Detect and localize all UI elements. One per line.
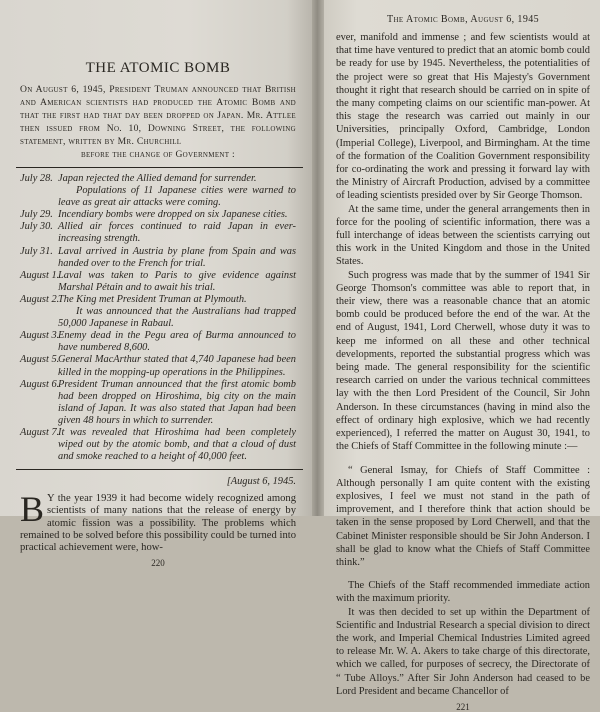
timeline-entry bbox=[20, 379, 296, 427]
timeline bbox=[20, 173, 296, 463]
timeline-date: July 29. bbox=[20, 209, 53, 221]
page-number: 221 bbox=[456, 701, 470, 712]
timeline-entry bbox=[20, 173, 296, 209]
timeline-date: August 2. bbox=[20, 293, 60, 305]
timeline-text: Allied air forces continued to raid Japan in ever-increasing strength. bbox=[58, 221, 296, 245]
body-paragraph bbox=[20, 489, 296, 554]
timeline-text: Laval was taken to Paris to give evidence against Marshal Pétain and to await his trial. bbox=[58, 269, 296, 293]
body-text: Y the year 1939 it had become widely recognized among scientists of many nations that the release of energy by atomic fission was a possibility. The problems which remained to be solved before this possibility could be turned into practical achievement were, how- bbox=[20, 493, 296, 554]
timeline-date: August 7. bbox=[20, 426, 60, 438]
timeline-date: July 31. bbox=[20, 245, 53, 257]
paragraph: At the same time, under the general arrangements then in force for the pooling of scientific information, there was a full interchange of ideas between the scientists carrying out this work in the United Kingdom and those in the United States. bbox=[336, 203, 590, 268]
timeline-text: Laval arrived in Austria by plane from Spain and was handed over to the French for trial. bbox=[58, 245, 296, 269]
timeline-text: General MacArthur stated that 4,740 Japanese had been killed in the mopping-up operations in the Philippines. bbox=[58, 354, 296, 378]
paragraph: The Chiefs of the Staff recommended immediate action with the maximum priority. bbox=[336, 580, 590, 605]
timeline-text: Enemy dead in the Pegu area of Burma announced to have numbered 8,600. bbox=[58, 330, 296, 354]
timeline-date: August 3. bbox=[20, 330, 60, 342]
timeline-entry bbox=[20, 246, 296, 270]
timeline-date: July 28. bbox=[20, 173, 53, 184]
timeline-text: The King met President Truman at Plymouth. bbox=[58, 293, 247, 305]
running-head: The Atomic Bomb, August 6, 1945 bbox=[386, 14, 540, 25]
left-page bbox=[0, 0, 312, 569]
timeline-date: July 30. bbox=[20, 221, 53, 233]
chapter-intro: On August 6, 1945, President Truman announced that British and American scientists had produced the Atomic Bomb and that the first had that day been dropped on Japan. Mr. Attlee then issued from No. 10, Downing Street, the following statement, written by Mr. Churchill bbox=[20, 84, 296, 147]
timeline-text: President Truman announced that the first atomic bomb had been dropped on Hiroshima, big city on the main island of Japan. It was also stated that Japan had been given 48 hours in which to surrender. bbox=[58, 378, 296, 426]
paragraph: It was then decided to set up within the Department of Scientific and Industrial Research a special division to direct the work, and Imperial Chemical Industries Limited agreed to release Mr. W. A. Akers to take charge of this directorate, which we called, for purposes of secrecy, the Directorate of “ Tube Alloys.” After Sir John Anderson had ceased to be Lord President and became Chancellor of bbox=[336, 606, 590, 697]
top-rule bbox=[16, 167, 303, 168]
timeline-entry bbox=[20, 427, 296, 463]
timeline-text: Japan rejected the Allied demand for surrender. bbox=[58, 173, 257, 184]
timeline-entry bbox=[20, 330, 296, 354]
drop-cap: B bbox=[20, 489, 45, 530]
bottom-rule bbox=[16, 469, 303, 470]
book-gutter bbox=[312, 0, 324, 516]
timeline-date: August 5. bbox=[20, 354, 60, 366]
timeline-entry bbox=[20, 209, 296, 221]
timeline-date: August 6. bbox=[20, 378, 60, 390]
timeline-text: It was revealed that Hiroshima had been completely wiped out by the atomic bomb, and that a cloud of dust and smoke reached to a height of 40,000 feet. bbox=[58, 426, 296, 463]
dateline: [August 6, 1945. bbox=[226, 476, 296, 488]
paragraph: ever, manifold and immense ; and few scientists would at that time have ventured to predict that an atomic bomb could be ready for use by 1945. Nevertheless, the potentialities of the project were so great that His Majesty's Government thought it right that research should be carried on in spite of the many competing claims on our scientific man-power. At this stage the research was carried out mainly in our Universities, principally Oxford, Cambridge, London (Imperial College), Liverpool, and Birmingham. At the time of the formation of the Coalition Government responsibility for co-ordinating the work and pressing it forward lay with the Ministry of Aircraft Production, advised by a committee of leading scientists presided over by Sir George Thomson. bbox=[336, 32, 590, 202]
timeline-text: Incendiary bombs were dropped on six Japanese cities. bbox=[58, 209, 288, 221]
right-page bbox=[324, 0, 600, 712]
chapter-title: THE ATOMIC BOMB bbox=[85, 60, 231, 76]
timeline-text: Populations of 11 Japanese cities were warned to leave as great air attacks were coming. bbox=[58, 185, 296, 209]
timeline-entry bbox=[20, 354, 296, 378]
quoted-minute: “ General Ismay, for Chiefs of Staff Committee : Although personally I am quite content with the existing explosives, I feel we must not stand in the path of improvement, and I therefore think that action should be taken in the sense proposed by Lord Cherwell, and that the Cabinet Minister responsible should be Sir John Anderson. I shall be glad to know what the Chiefs of Staff Committee think.” bbox=[336, 464, 590, 568]
timeline-entry bbox=[20, 221, 296, 245]
timeline-entry bbox=[20, 294, 296, 330]
page-number: 220 bbox=[151, 558, 165, 569]
timeline-date: August 1. bbox=[20, 269, 60, 281]
paragraph: Such progress was made that by the summer of 1941 Sir George Thomson's committee was able to report that, in their view, there was a reasonable chance that an atomic bomb could be produced before the end of the war. At the end of August, 1941, Lord Cherwell, whose duty it was to keep me informed on all these and other technical developments, reported the substantial progress which was being made. The general responsibility for the scientific research carried on under the various technical committees lay with the then Lord President of the Council, Sir John Anderson. In these circumstances (having in mind also the effect of ordinary high explosive, which we had recently experienced), I referred the matter on August 30, 1941, to the Chiefs of Staff Committee in the following minute :— bbox=[336, 269, 590, 453]
timeline-text: It was announced that the Australians had trapped 50,000 Japanese in Rabaul. bbox=[58, 306, 296, 330]
timeline-entry bbox=[20, 270, 296, 294]
chapter-intro-last-line: before the change of Government : bbox=[81, 149, 235, 160]
